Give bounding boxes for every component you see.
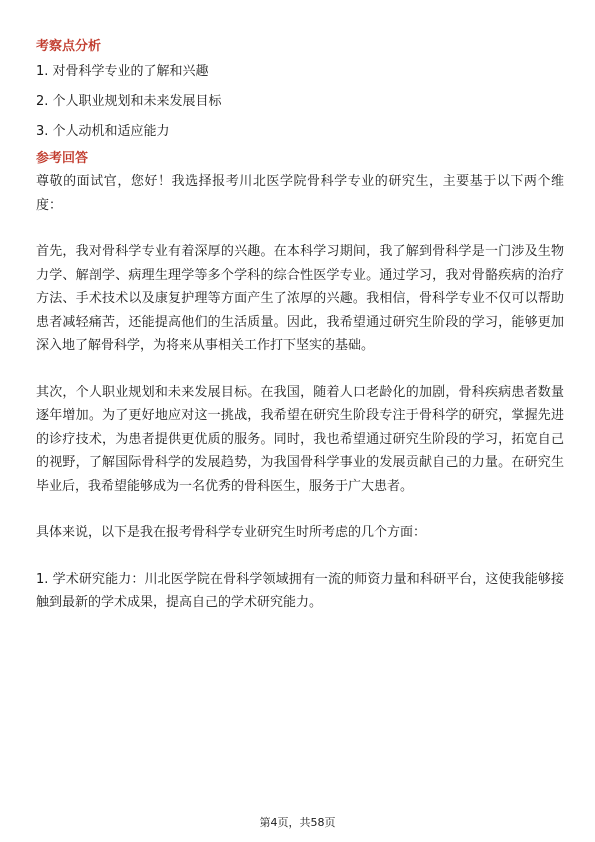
answer-paragraph-research: 1. 学术研究能力：川北医学院在骨科学领域拥有一流的师资力量和科研平台，这使我能够接触到最新的学术成果，提高自己的学术研究能力。 [36,571,564,610]
analysis-item-2: 2. 个人职业规划和未来发展目标 [36,94,222,109]
answer-heading: 参考回答 [36,151,89,166]
paragraph-gap [36,545,564,568]
answer-paragraph-interest: 首先，我对骨科学专业有着深厚的兴趣。在本科学习期间，我了解到骨科学是一门涉及生物力学、解剖学、病理生理学等多个学科的综合性医学专业。通过学习，我对骨骼疾病的治疗方法、手术技术以及康复护理等方面产生了浓厚的兴趣。我相信，骨科学专业不仅可以帮助患者减轻痛苦，还能提高他们的生活质量。因此，我希望通过研究生阶段的学习，能够更加深入地了解骨科学，为将来从事相关工作打下坚实的基础。 [36,244,564,353]
analysis-item-1: 1. 对骨科学专业的了解和兴趣 [36,64,209,79]
document-page [36,36,564,615]
analysis-item-3: 3. 个人动机和适应能力 [36,124,170,139]
answer-paragraph-intro: 尊敬的面试官，您好！我选择报考川北医学院骨科学专业的研究生，主要基于以下两个维度： [36,174,564,213]
page-number: 第4页，共58页 [259,816,336,829]
answer-paragraph-career: 其次，个人职业规划和未来发展目标。在我国，随着人口老龄化的加剧，骨科疾病患者数量逐年增加。为了更好地应对这一挑战，我希望在研究生阶段专注于骨科学的研究，掌握先进的诊疗技术，为患者提供更优质的服务。同时，我也希望通过研究生阶段的学习，拓宽自己的视野，了解国际骨科学的发展趋势，为我国骨科学事业的发展贡献自己的力量。在研究生毕业后，我希望能够成为一名优秀的骨科医生，服务于广大患者。 [36,384,564,494]
answer-paragraph-specifics: 具体来说，以下是我在报考骨科学专业研究生时所考虑的几个方面： [36,525,427,540]
paragraph-gap [36,358,564,381]
paragraph-gap [36,217,564,240]
paragraph-gap [36,498,564,521]
analysis-heading: 考察点分析 [36,39,102,54]
analysis-list [36,62,564,142]
